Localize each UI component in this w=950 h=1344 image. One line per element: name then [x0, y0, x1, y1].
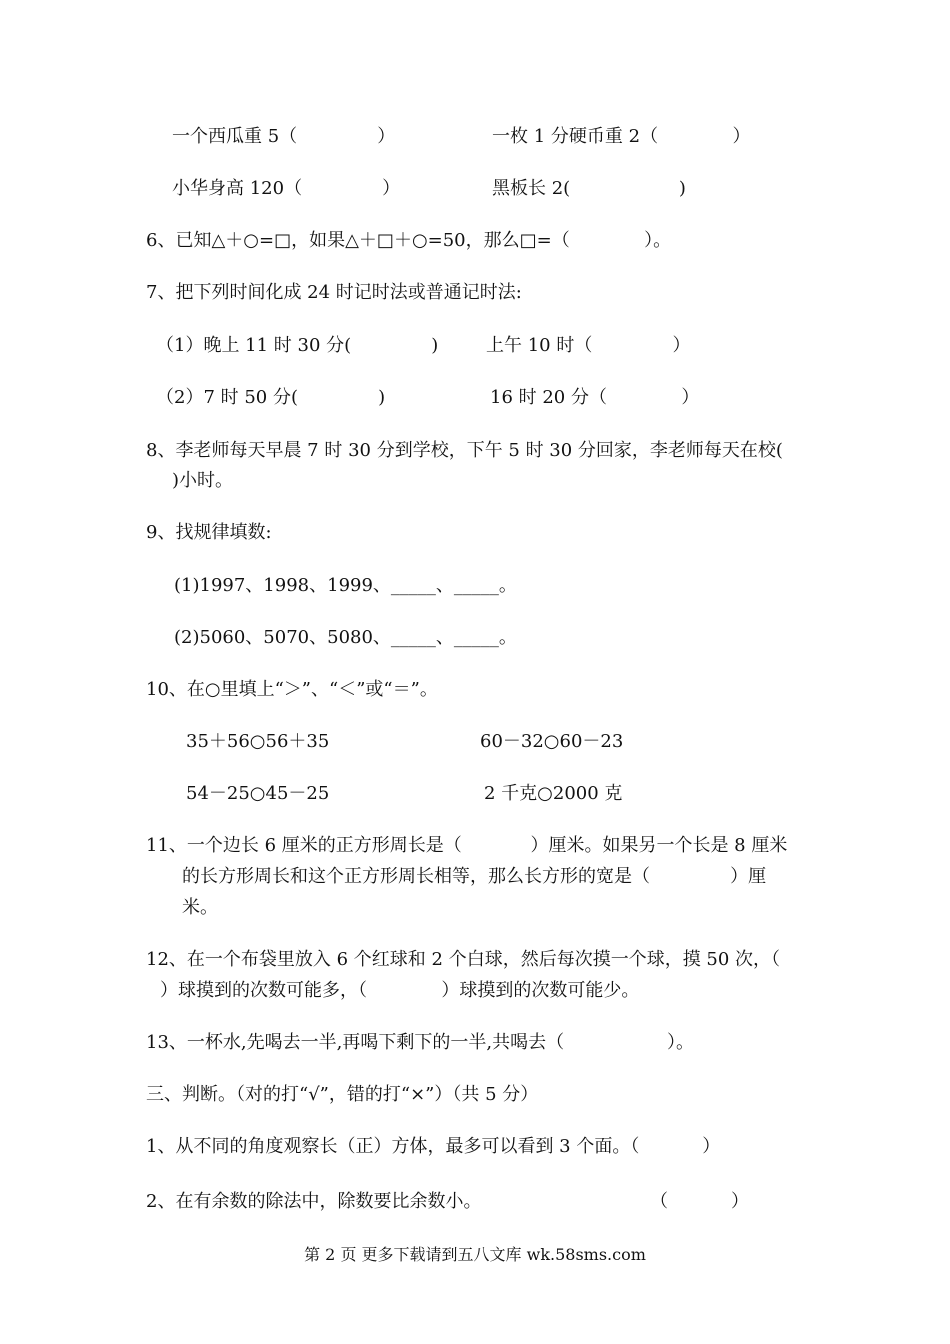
question-10-item-a: 35＋56○56＋35	[186, 731, 330, 752]
question-7-item-1b: 上午 10 时（ ）	[486, 335, 691, 356]
question-9: 9、找规律填数:	[146, 522, 272, 543]
question-10: 10、在○里填上“＞”、“＜”或“＝”。	[146, 679, 438, 700]
question-11-line-2: 的长方形周长和这个正方形周长相等，那么长方形的宽是（ ）厘	[182, 866, 767, 887]
question-7-item-2b: 16 时 20 分（ ）	[490, 387, 700, 408]
height-item: 小华身高 120（ ）	[172, 178, 401, 199]
question-7: 7、把下列时间化成 24 时记时法或普通记时法:	[146, 282, 522, 303]
question-13: 13、一杯水,先喝去一半,再喝下剩下的一半,共喝去（ ）。	[146, 1032, 695, 1053]
watermelon-weight-item: 一个西瓜重 5（ ）	[172, 126, 396, 147]
coin-weight-item: 一枚 1 分硬币重 2（ ）	[492, 126, 751, 147]
blackboard-length-item: 黑板长 2( )	[492, 178, 686, 199]
question-8-line-1: 8、李老师每天早晨 7 时 30 分到学校，下午 5 时 30 分回家，李老师每天在校(	[146, 440, 783, 461]
section-3-heading: 三、判断。（对的打“√”，错的打“×”）（共 5 分）	[146, 1084, 539, 1105]
question-9-item-2: (2)5060、5070、5080、_____、_____。	[174, 627, 517, 648]
question-7-item-1a: （1）晚上 11 时 30 分( )	[156, 335, 439, 356]
question-6: 6、已知△＋○=□，如果△＋□＋○=50，那么□=（ ）。	[146, 230, 672, 251]
question-10-item-b: 60－32○60－23	[480, 731, 624, 752]
question-11-line-1: 11、一个边长 6 厘米的正方形周长是（ ）厘米。如果另一个长是 8 厘米	[146, 835, 788, 856]
question-10-item-d: 2 千克○2000 克	[484, 783, 623, 804]
page-footer: 第 2 页 更多下载请到五八文库 wk.58sms.com	[304, 1245, 646, 1264]
question-12-line-1: 12、在一个布袋里放入 6 个红球和 2 个白球，然后每次摸一个球，摸 50 次，（	[146, 949, 781, 970]
question-8-line-2: )小时。	[172, 470, 234, 491]
judgement-2-answer-paren: （ ）	[650, 1191, 749, 1212]
question-12-line-2: ）球摸到的次数可能多，（ ）球摸到的次数可能少。	[160, 980, 640, 1001]
question-7-item-2a: （2）7 时 50 分( )	[156, 387, 386, 408]
judgement-2: 2、在有余数的除法中，除数要比余数小。	[146, 1191, 482, 1212]
question-9-item-1: (1)1997、1998、1999、_____、_____。	[174, 575, 517, 596]
question-11-line-3: 米。	[182, 897, 218, 918]
question-10-item-c: 54－25○45－25	[186, 783, 330, 804]
judgement-1: 1、从不同的角度观察长（正）方体，最多可以看到 3 个面。（ ）	[146, 1136, 721, 1157]
